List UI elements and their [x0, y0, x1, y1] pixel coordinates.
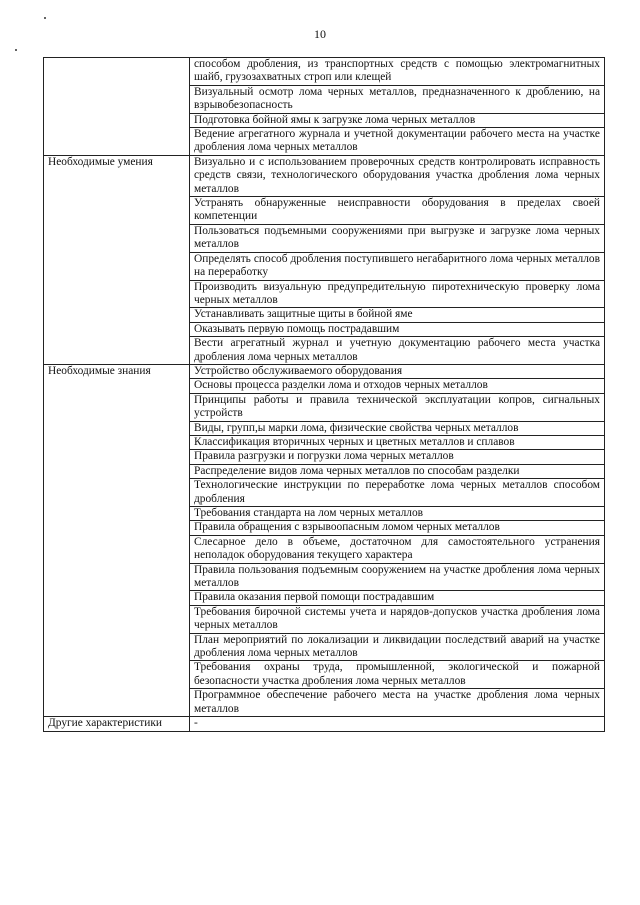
- section-label: Необходимые знания: [44, 364, 190, 716]
- section-item: Основы процесса разделки лома и отходов черных металлов: [190, 379, 605, 393]
- section-item: Устройство обслуживаемого оборудования: [190, 364, 605, 378]
- section-item: План мероприятий по локализации и ликвидации последствий аварий на участке дробления лома черных металлов: [190, 633, 605, 661]
- section-label: Другие характеристики: [44, 717, 190, 731]
- scan-speck: [44, 17, 46, 19]
- section-item: Слесарное дело в объеме, достаточном для самостоятельного устранения неполадок оборудования текущего характера: [190, 535, 605, 563]
- section-item: Правила обращения с взрывоопасным ломом черных металлов: [190, 521, 605, 535]
- qualification-table-body: [44, 58, 605, 732]
- section-item: Требования стандарта на лом черных металлов: [190, 507, 605, 521]
- table-row: [44, 364, 605, 378]
- section-item: Правила пользования подъемным сооружением на участке дробления лома черных металлов: [190, 563, 605, 591]
- section-item: Визуально и с использованием проверочных средств контролировать исправность средств связи, технологического оборудования участка дробления лома черных металлов: [190, 155, 605, 196]
- section-item: Устанавливать защитные щиты в бойной яме: [190, 308, 605, 322]
- section-item: Требования бирочной системы учета и нарядов-допусков участка дробления лома черных металлов: [190, 605, 605, 633]
- section-item: Требования охраны труда, промышленной, экологической и пожарной безопасности участка дробления лома черных металлов: [190, 661, 605, 689]
- section-item: Распределение видов лома черных металлов по способам разделки: [190, 464, 605, 478]
- section-item: способом дробления, из транспортных средств с помощью электромагнитных шайб, грузозахватных строп или клещей: [190, 58, 605, 86]
- section-item: Визуальный осмотр лома черных металлов, предназначенного к дроблению, на взрывобезопасность: [190, 85, 605, 113]
- section-item: Вести агрегатный журнал и учетную документацию рабочего места участка дробления лома черных металлов: [190, 337, 605, 365]
- section-item: Принципы работы и правила технической эксплуатации копров, сигнальных устройств: [190, 393, 605, 421]
- section-item: Подготовка бойной ямы к загрузке лома черных металлов: [190, 113, 605, 127]
- section-item: Производить визуальную предупредительную пиротехническую проверку лома черных металлов: [190, 280, 605, 308]
- section-label: [44, 58, 190, 156]
- section-item: Пользоваться подъемными сооружениями при выгрузке и загрузке лома черных металлов: [190, 224, 605, 252]
- section-item: Программное обеспечение рабочего места на участке дробления лома черных металлов: [190, 689, 605, 717]
- section-item: Устранять обнаруженные неисправности оборудования в пределах своей компетенции: [190, 197, 605, 225]
- section-item: Ведение агрегатного журнала и учетной документации рабочего места на участке дробления лома черных металлов: [190, 128, 605, 156]
- section-item: -: [190, 717, 605, 731]
- section-item: Правила оказания первой помощи пострадавшим: [190, 591, 605, 605]
- section-item: Определять способ дробления поступившего негабаритного лома черных металлов на переработку: [190, 252, 605, 280]
- section-item: Виды, групп,ы марки лома, физические свойства черных металлов: [190, 421, 605, 435]
- section-item: Правила разгрузки и погрузки лома черных металлов: [190, 450, 605, 464]
- table-row: [44, 58, 605, 86]
- page-number: 10: [314, 27, 326, 41]
- qualification-table: [43, 57, 605, 732]
- section-label: Необходимые умения: [44, 155, 190, 364]
- section-item: Технологические инструкции по переработке лома черных металлов способом дробления: [190, 479, 605, 507]
- table-row: [44, 717, 605, 731]
- table-row: [44, 155, 605, 196]
- section-item: Классификация вторичных черных и цветных металлов и сплавов: [190, 435, 605, 449]
- scan-speck: [15, 49, 17, 51]
- section-item: Оказывать первую помощь пострадавшим: [190, 322, 605, 336]
